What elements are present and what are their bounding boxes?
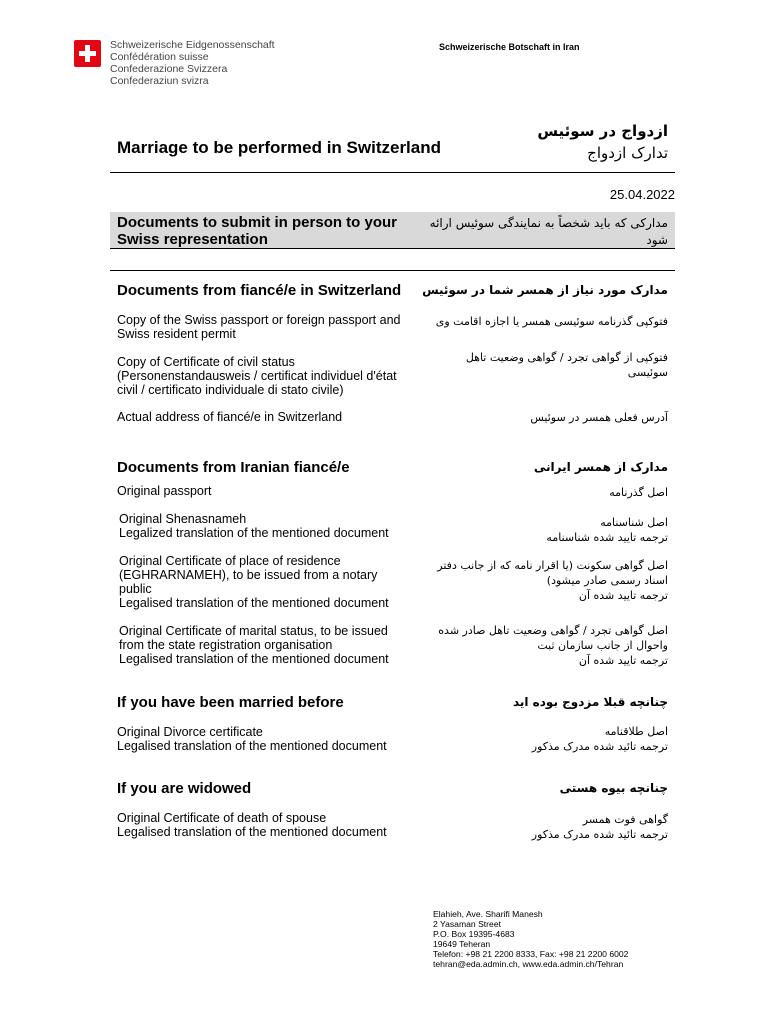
item-text: Legalised translation of the mentioned document bbox=[117, 825, 387, 839]
item-text: (Personenstandausweis / certificat individuel d'état bbox=[117, 369, 397, 383]
item-text: Original Certificate of marital status, to be issued bbox=[119, 624, 388, 638]
section-title: Documents from Iranian fiancé/e bbox=[117, 459, 350, 476]
section-title-fa: چنانچه قبلا مزدوج بوده اید bbox=[512, 695, 668, 709]
title-fa-line: تدارک ازدواج bbox=[587, 144, 668, 162]
logo-line: Schweizerische Eidgenossenschaft bbox=[110, 39, 275, 51]
list-item-fa bbox=[418, 724, 668, 754]
item-text: Copy of the Swiss passport or foreign passport and bbox=[117, 313, 401, 327]
list-item bbox=[119, 624, 419, 666]
item-text: Original Divorce certificate bbox=[117, 725, 263, 739]
footer-address bbox=[433, 909, 628, 969]
item-text-fa: ترجمه تائید شده مدرک مذکور bbox=[531, 740, 668, 753]
item-text: Copy of Certificate of civil status bbox=[117, 355, 295, 369]
item-text: Actual address of fiancé/e in Switzerland bbox=[117, 410, 343, 424]
item-text-fa: اصل شناسنامه bbox=[600, 516, 668, 529]
item-text: Original passport bbox=[117, 484, 212, 498]
list-item-fa bbox=[418, 314, 668, 329]
item-text-fa: اصل گواهی سکونت (یا اقرار نامه که از جانب دفتر bbox=[437, 559, 668, 572]
embassy-name: Schweizerische Botschaft in Iran bbox=[439, 42, 580, 52]
section-title-fa: مدارک مورد نیاز از همسر شما در سوئیس bbox=[422, 283, 668, 297]
list-item bbox=[119, 554, 419, 610]
footer-line: tehran@eda.admin.ch, www.eda.admin.ch/Tehran bbox=[433, 959, 624, 969]
list-item-fa bbox=[418, 485, 668, 500]
item-text: Swiss resident permit bbox=[117, 327, 236, 341]
intro-text-fa: مدارکی که باید شخصاً به نمایندگی سوئیس ارائه شود bbox=[429, 216, 668, 247]
document-date: 25.04.2022 bbox=[609, 187, 675, 202]
item-text-fa: ترجمه تایید شده آن bbox=[578, 654, 668, 667]
section-title-fa: مدارک از همسر ایرانی bbox=[533, 460, 668, 474]
item-text: Original Shenasnameh bbox=[119, 512, 247, 526]
divider bbox=[110, 172, 675, 173]
item-text: Original Certificate of place of residence bbox=[119, 554, 341, 568]
list-item bbox=[117, 313, 417, 341]
list-item bbox=[117, 484, 417, 498]
section-title: If you have been married before bbox=[117, 694, 344, 711]
item-text: public bbox=[119, 582, 152, 596]
intro-text-en: Documents to submit in person to your Swiss representation bbox=[117, 214, 398, 248]
item-text-fa: اسناد رسمی صادر میشود) bbox=[546, 574, 668, 587]
confederation-logo-text bbox=[110, 39, 275, 87]
title-fa-line: ازدواج در سوئیس bbox=[537, 122, 668, 140]
list-item-fa bbox=[418, 515, 668, 545]
list-item-fa bbox=[418, 558, 668, 603]
item-text-fa: گواهی فوت همسر bbox=[582, 813, 668, 826]
page-title: Marriage to be performed in Switzerland bbox=[117, 138, 442, 157]
item-text: civil / certificato individuale di stato civile) bbox=[117, 383, 344, 397]
footer-line: Telefon: +98 21 2200 8333, Fax: +98 21 2200 6002 bbox=[433, 949, 629, 959]
footer-line: P.O. Box 19395-4683 bbox=[433, 929, 515, 939]
list-item bbox=[119, 512, 419, 540]
list-item-fa bbox=[418, 350, 668, 380]
list-item bbox=[117, 725, 417, 753]
item-text-fa: ترجمه تایید شده شناسنامه bbox=[546, 531, 668, 544]
item-text: Legalized translation of the mentioned document bbox=[119, 526, 389, 540]
list-item-fa bbox=[418, 812, 668, 842]
list-item bbox=[117, 811, 417, 839]
logo-line: Confédération suisse bbox=[110, 51, 209, 63]
item-text-fa: آدرس فعلی همسر در سوئیس bbox=[530, 411, 668, 424]
section-title: Documents from fiancé/e in Switzerland bbox=[117, 282, 402, 299]
swiss-flag-icon bbox=[74, 40, 101, 67]
section-title-fa: چنانچه بیوه هستی bbox=[559, 781, 668, 795]
item-text-fa: اصل گذرنامه bbox=[609, 486, 668, 499]
item-text-fa: واحوال از جانب سازمان ثبت bbox=[537, 639, 668, 652]
logo-line: Confederazione Svizzera bbox=[110, 63, 228, 75]
divider bbox=[110, 270, 675, 271]
section-title: If you are widowed bbox=[117, 780, 252, 797]
item-text: from the state registration organisation bbox=[119, 638, 333, 652]
footer-line: 19649 Teheran bbox=[433, 939, 491, 949]
item-text-fa: فتوکپی گذرنامه سوئیسی همسر یا اجازه اقامت وی bbox=[435, 315, 668, 328]
item-text-fa: سوئیسی bbox=[627, 366, 668, 379]
list-item bbox=[117, 410, 417, 424]
footer-line: 2 Yasaman Street bbox=[433, 919, 501, 929]
item-text: Legalised translation of the mentioned document bbox=[117, 739, 387, 753]
footer-line: Elahieh, Ave. Sharifi Manesh bbox=[433, 909, 543, 919]
list-item bbox=[117, 355, 417, 397]
item-text-fa: اصل طلاقنامه bbox=[604, 725, 668, 738]
page-title-fa bbox=[468, 120, 668, 164]
list-item-fa bbox=[418, 623, 668, 668]
item-text: (EGHRARNAMEH), to be issued from a notary bbox=[119, 568, 378, 582]
item-text: Original Certificate of death of spouse bbox=[117, 811, 327, 825]
item-text-fa: اصل گواهی تجرد / گواهی وضعیت تاهل صادر شده bbox=[438, 624, 668, 637]
item-text: Legalised translation of the mentioned document bbox=[119, 596, 389, 610]
item-text-fa: ترجمه تایید شده آن bbox=[578, 589, 668, 602]
list-item-fa bbox=[418, 410, 668, 425]
item-text: Legalised translation of the mentioned document bbox=[119, 652, 389, 666]
item-text-fa: ترجمه تائید شده مدرک مذکور bbox=[531, 828, 668, 841]
item-text-fa: فتوکپی از گواهی تجرد / گواهی وضعیت تاهل bbox=[465, 351, 668, 364]
logo-line: Confederaziun svizra bbox=[110, 75, 209, 87]
